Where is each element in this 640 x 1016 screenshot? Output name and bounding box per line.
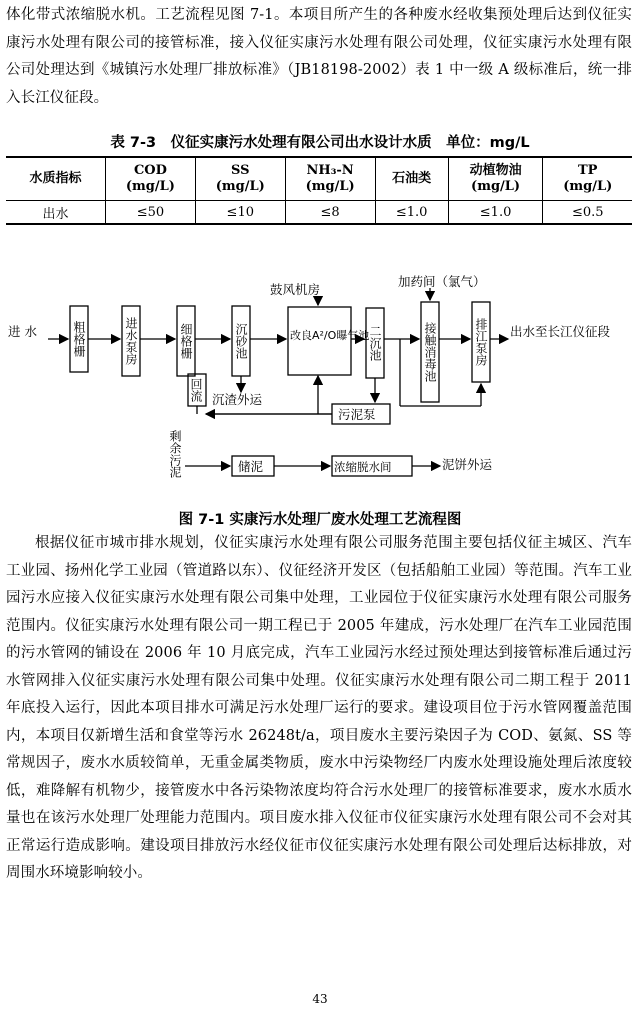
- diagram-coarse-screen-label: 粗格栅: [72, 321, 86, 357]
- diagram-dosing-label: 加药间（氯气）: [398, 274, 486, 289]
- figure-caption: 图 7-1 实康污水处理厂废水处理工艺流程图: [178, 512, 462, 528]
- diagram-secondary-clarifier-label: 二沉池: [368, 325, 382, 361]
- header-cell-petroleum: 石油类: [375, 157, 448, 201]
- header-cell-tp: TP (mg/L): [543, 157, 632, 201]
- diagram-output-label: 出水至长江仪征段: [510, 324, 611, 339]
- diagram-excess-sludge-label: 剩余污泥: [168, 430, 182, 478]
- diagram-sludge-pump-label: 污泥泵: [338, 407, 376, 422]
- table-cell: ≤1.0: [448, 201, 543, 225]
- body-paragraph: 根据仪征市城市排水规划，仪征实康污水处理有限公司服务范围主要包括仪征主城区、汽车工业园、扬州化学工业园（管道路以东）、仪征经济开发区（包括船舶工业园）等范围。汽车工业园污水应接入仪征实康污水处理有限公司集中处理，工业园位于仪征实康污水处理有限公司服务范围内。仪征实康污水处理有限公司一期工程已于 2005 年建成，污水处理厂在汽车工业园范围的污水管网的铺设在 2006 年 10 月底完成，汽车工业园污水经过预处理达到接管标准后通过污水管网排入仪征实康污水处理有限公司集中处理。仪征实康污水处理有限公司二期工程于 2011 年底投入运行，因此本项目排水可满足污水处理厂运行的要求。建设项目位于污水管网覆盖范围内，本项目仅新增生活和食堂等污水 26248t/a，项目废水主要污染因子为 COD、氨氮、SS 等常规因子，废水水质较简单，无重金属类物质，废水中污染物经厂内废水处理设施处理后浓度较低，难降解有机物少，接管废水中各污染物浓度均符合污水处理厂的接管标准要求，废水水质水量也在该污水处理厂处理能力范围内。项目废水排入仪征市仪征实康污水处理有限公司不会对其正常运行造成影响。建设项目排放污水经仪征市仪征实康污水处理有限公司处理后达标排放，对周围水环境影响较小。: [6, 535, 632, 881]
- header-cell-animal-plant-oil: 动植物油 (mg/L): [448, 157, 543, 201]
- page-number: 43: [312, 992, 328, 1006]
- table-cell: ≤1.0: [375, 201, 448, 225]
- header-cell-ss: SS (mg/L): [195, 157, 285, 201]
- diagram-grit-out-label: 沉渣外运: [212, 392, 263, 407]
- header-cell-nh3n: NH₃-N (mg/L): [285, 157, 375, 201]
- diagram-cake-out-label: 泥饼外运: [442, 457, 493, 472]
- diagram-blower-label: 鼓风机房: [270, 282, 321, 297]
- diagram-inlet-pump-label: 进水泵房: [124, 317, 138, 365]
- water-quality-table: [6, 156, 632, 225]
- diagram-fine-screen-label: 细格栅: [179, 323, 193, 359]
- diagram-contact-tank-label: 接触消毒池: [423, 322, 437, 382]
- diagram-aeration-label: 改良A²/O曝气池: [290, 329, 370, 342]
- table-caption: 表 7-3 仪征实康污水处理有限公司出水设计水质 单位：mg/L: [110, 135, 530, 151]
- intro-paragraph: 体化带式浓缩脱水机。工艺流程见图 7-1。本项目所产生的各种废水经收集预处理后达到仪征实康污水处理有限公司的接管标准，接入仪征实康污水处理有限公司处理，仪征实康污水处理有限公司处理达到《城镇污水处理厂排放标准》（JB18198-2002）表 1 中一级 A 级标准后，统一排入长江仪征段。: [6, 7, 632, 106]
- table-header-row: [6, 157, 632, 201]
- table-cell: ≤0.5: [543, 201, 632, 225]
- header-cell-cod: COD (mg/L): [106, 157, 196, 201]
- diagram-return-flow-label: 回流: [189, 378, 203, 402]
- table-cell: ≤10: [195, 201, 285, 225]
- table-row: [6, 201, 632, 225]
- table-cell: ≤8: [285, 201, 375, 225]
- process-flow-diagram: [0, 244, 640, 504]
- diagram-input-label: 进 水: [8, 324, 37, 339]
- diagram-grit-chamber-label: 沉砂池: [234, 323, 248, 359]
- table-cell: ≤50: [106, 201, 196, 225]
- diagram-outlet-pump-label: 排江泵房: [474, 318, 488, 366]
- diagram-dewatering-label: 浓缩脱水间: [334, 460, 392, 474]
- header-cell-indicator: 水质指标: [6, 157, 106, 201]
- table-cell: 出水: [6, 201, 106, 225]
- diagram-sludge-storage-label: 储泥: [238, 459, 264, 474]
